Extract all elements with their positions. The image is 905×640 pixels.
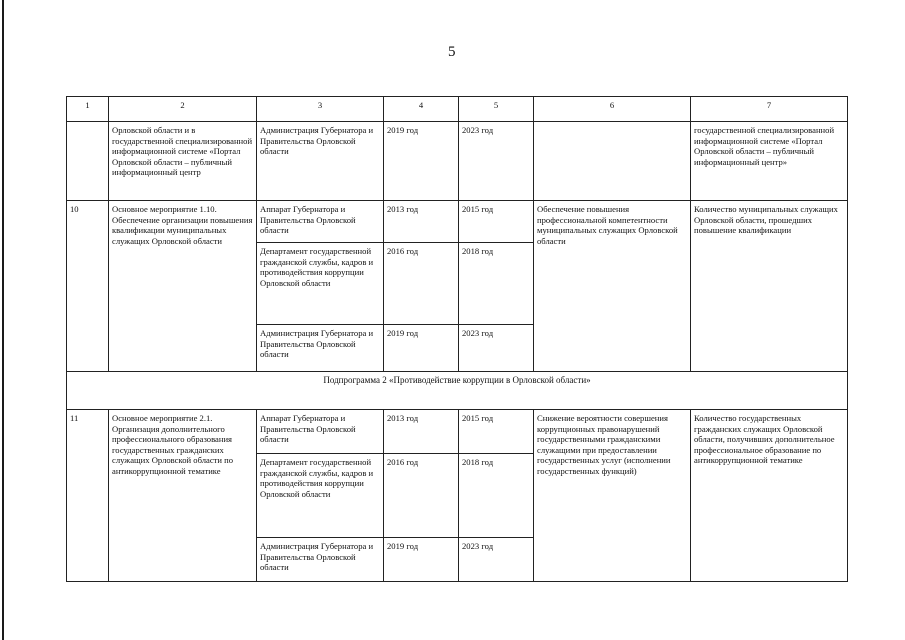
subprogram-row	[67, 372, 848, 410]
row10-line1	[67, 201, 848, 243]
row11-executor-3: Администрация Губернатора и Правительства Орловской области	[257, 538, 384, 582]
continuation-end: 2023 год	[459, 122, 534, 201]
row10-indicator: Количество муниципальных служащих Орловской области, прошедших повышение квалификации	[691, 201, 848, 372]
row11-end-3: 2023 год	[459, 538, 534, 582]
header-row	[67, 97, 848, 122]
row10-executor-3: Администрация Губернатора и Правительства Орловской области	[257, 325, 384, 372]
continuation-start: 2019 год	[384, 122, 459, 201]
header-col-4: 4	[384, 97, 459, 122]
row11-start-3: 2019 год	[384, 538, 459, 582]
row11-end-1: 2015 год	[459, 410, 534, 454]
row11-executor-1: Аппарат Губернатора и Правительства Орловской области	[257, 410, 384, 454]
subprogram-title: Подпрограмма 2 «Противодействие коррупции в Орловской области»	[67, 372, 848, 410]
row10-end-2: 2018 год	[459, 243, 534, 325]
row10-number: 10	[67, 201, 109, 372]
header-col-1: 1	[67, 97, 109, 122]
header-col-3: 3	[257, 97, 384, 122]
row11-indicator: Количество государственных гражданских служащих Орловской области, получивших дополнительное профессиональное образование по антикоррупционной тематике	[691, 410, 848, 582]
row10-measure-name: Основное мероприятие 1.10. Обеспечение организации повышения квалификации муниципальных служащих Орловской области	[109, 201, 257, 372]
row10-end-3: 2023 год	[459, 325, 534, 372]
measures-table	[66, 96, 848, 582]
continuation-name: Орловской области и в государственной специализированной информационной системе «Портал Орловской области – публичный информационный центр	[109, 122, 257, 201]
row10-start-1: 2013 год	[384, 201, 459, 243]
row11-end-2: 2018 год	[459, 454, 534, 538]
row10-executor-1: Аппарат Губернатора и Правительства Орловской области	[257, 201, 384, 243]
row11-line1	[67, 410, 848, 454]
header-col-7: 7	[691, 97, 848, 122]
page-edge-line	[2, 0, 4, 640]
row11-measure-name: Основное мероприятие 2.1. Организация дополнительного профессионального образования государственных гражданских служащих Орловской области по антикоррупционной тематике	[109, 410, 257, 582]
row11-executor-2: Департамент государственной гражданской службы, кадров и противодействия коррупции Орловской области	[257, 454, 384, 538]
row11-start-2: 2016 год	[384, 454, 459, 538]
header-col-6: 6	[534, 97, 691, 122]
page-number: 5	[448, 44, 456, 60]
continuation-row	[67, 122, 848, 201]
row10-expected-result: Обеспечение повышения профессиональной компетентности муниципальных служащих Орловской области	[534, 201, 691, 372]
continuation-result	[534, 122, 691, 201]
continuation-indicator: государственной специализированной информационной системе «Портал Орловской области – публичный информационный центр»	[691, 122, 848, 201]
continuation-num	[67, 122, 109, 201]
row10-end-1: 2015 год	[459, 201, 534, 243]
row10-executor-2: Департамент государственной гражданской службы, кадров и противодействия коррупции Орловской области	[257, 243, 384, 325]
row10-start-2: 2016 год	[384, 243, 459, 325]
row11-number: 11	[67, 410, 109, 582]
continuation-executor: Администрация Губернатора и Правительства Орловской области	[257, 122, 384, 201]
header-col-5: 5	[459, 97, 534, 122]
row11-expected-result: Снижение вероятности совершения коррупционных правонарушений государственными гражданскими служащими при предоставлении государственных услуг (исполнении государственных функций)	[534, 410, 691, 582]
row10-start-3: 2019 год	[384, 325, 459, 372]
header-col-2: 2	[109, 97, 257, 122]
row11-start-1: 2013 год	[384, 410, 459, 454]
